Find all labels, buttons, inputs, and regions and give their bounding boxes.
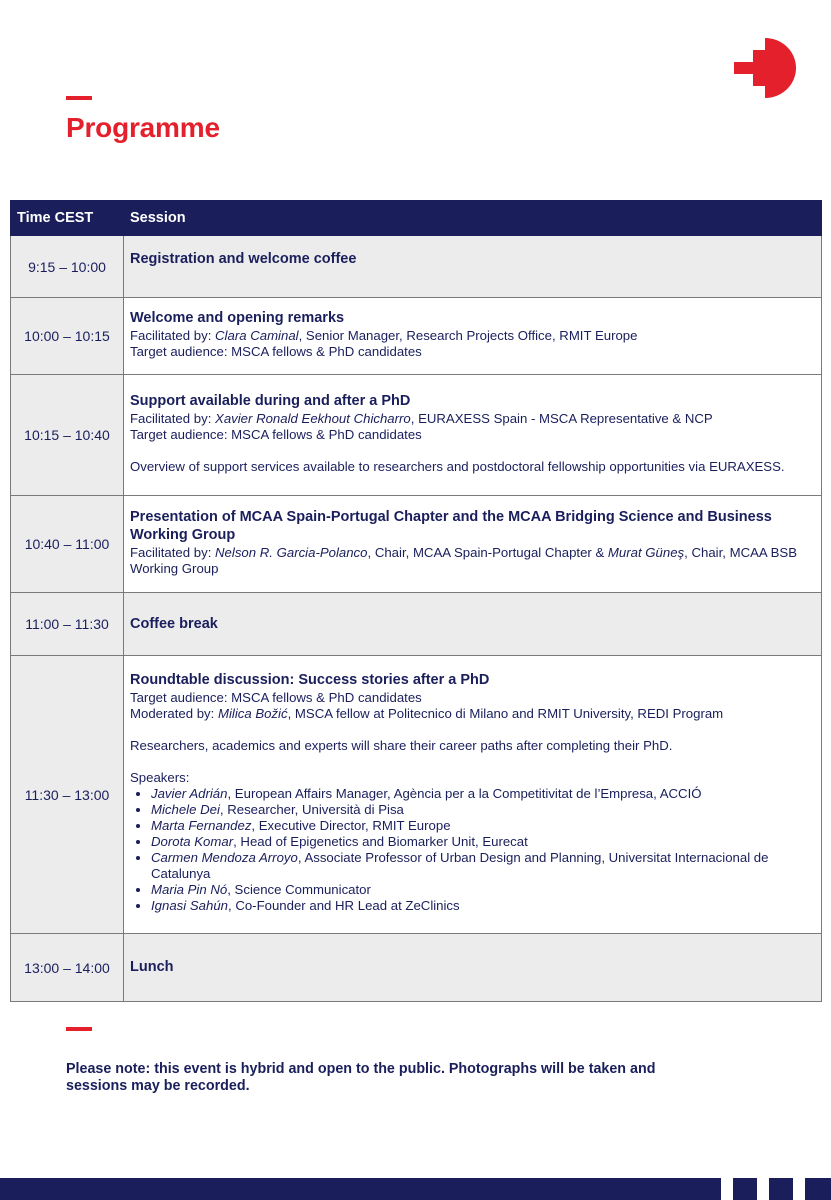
time-cell: 10:00 – 10:15 [11,298,124,375]
session-title: Presentation of MCAA Spain-Portugal Chapter and the MCAA Bridging Science and Business Working Group [130,508,772,543]
list-item: • Carmen Mendoza Arroyo, Associate Professor of Urban Design and Planning, Universitat Internacional de Catalunya [151,850,815,882]
footer-square [769,1178,793,1200]
speakers-list [130,786,815,914]
session-description: Overview of support services available to researchers and postdoctoral fellowship opportunities via EURAXESS. [130,458,785,474]
list-item: • Dorota Komar, Head of Epigenetics and Biomarker Unit, Eurecat [151,834,815,850]
session-title: Roundtable discussion: Success stories after a PhD [130,672,490,688]
list-item: • Maria Pin Nó, Science Communicator [151,882,815,898]
page-title: Programme [66,112,220,143]
list-item: • Javier Adrián, European Affairs Manager, Agència per a la Competitivitat de l’Empresa, ACCIÓ [151,786,815,802]
session-title: Welcome and opening remarks [130,309,345,326]
speakers-label: Speakers: [130,770,190,785]
session-cell [124,496,822,593]
accent-dash [66,96,92,100]
time-cell: 9:15 – 10:00 [11,236,124,298]
session-title: Lunch [130,959,174,975]
programme-table [10,200,822,1002]
facilitator-name: Murat Güneş [607,544,685,560]
time-cell: 10:40 – 11:00 [11,496,124,593]
table-row [11,934,822,1002]
session-cell [124,298,822,375]
session-cell [124,656,822,934]
list-item: • Michele Dei, Researcher, Università di Pisa [151,802,815,818]
facilitator-line: Facilitated by: Nelson R. Garcia-Polanco, Chair, MCAA Spain-Portugal Chapter & Murat Güneş, Chair, MCAA BSB Working Group [130,544,798,576]
session-cell [124,593,822,656]
column-header-session: Session [124,201,822,236]
session-title: Registration and welcome coffee [130,251,357,267]
list-item: • Ignasi Sahún, Co-Founder and HR Lead at ZeClinics [151,898,815,914]
moderator-name: Milica Božić [217,706,288,721]
speaker-name: Carmen Mendoza Arroyo [151,850,298,865]
audience-line: Target audience: MSCA fellows & PhD candidates [130,690,422,705]
facilitator-line: Facilitated by: Clara Caminal, Senior Manager, Research Projects Office, RMIT Europe [130,327,638,343]
table-row [11,298,822,375]
time-cell: 13:00 – 14:00 [11,934,124,1002]
table-row [11,496,822,593]
session-cell [124,934,822,1002]
speaker-name: Dorota Komar [151,834,234,849]
speaker-name: Maria Pin Nó [151,882,228,897]
table-header-row [11,201,822,236]
speaker-name: Michele Dei [151,802,220,817]
session-cell [124,236,822,298]
session-description: Researchers, academics and experts will share their career paths after completing their PhD. [130,738,673,753]
session-cell [124,375,822,496]
facilitator-name: Nelson R. Garcia-Polanco [215,544,368,560]
facilitator-name: Clara Caminal [215,327,299,343]
time-cell: 10:15 – 10:40 [11,375,124,496]
audience-line: Target audience: MSCA fellows & PhD candidates [130,343,422,359]
accent-dash [66,1027,92,1031]
time-cell: 11:00 – 11:30 [11,593,124,656]
brand-logo-icon [734,38,796,98]
time-cell: 11:30 – 13:00 [11,656,124,934]
session-title: Coffee break [130,615,218,632]
footer-square [805,1178,831,1200]
session-title: Support available during and after a PhD [130,392,411,409]
audience-line: Target audience: MSCA fellows & PhD candidates [130,426,422,442]
event-note: Please note: this event is hybrid and open to the public. Photographs will be taken and sessions may be recorded. [66,1061,656,1094]
footer-square [733,1178,757,1200]
list-item: • Marta Fernandez, Executive Director, RMIT Europe [151,818,815,834]
speaker-name: Javier Adrián [151,786,228,801]
moderator-line: Moderated by: Milica Božić, MSCA fellow at Politecnico di Milano and RMIT University, REDI Program [130,706,724,721]
table-row [11,236,822,298]
facilitator-name: Xavier Ronald Eekhout Chicharro [215,410,411,426]
table-row [11,593,822,656]
facilitator-line: Facilitated by: Xavier Ronald Eekhout Chicharro, EURAXESS Spain - MSCA Representative & NCP [130,410,713,426]
speaker-name: Marta Fernandez [151,818,252,833]
footer-bar [0,1178,721,1200]
column-header-time: Time CEST [11,201,124,236]
table-row [11,375,822,496]
speaker-name: Ignasi Sahún [151,898,228,913]
table-row [11,656,822,934]
